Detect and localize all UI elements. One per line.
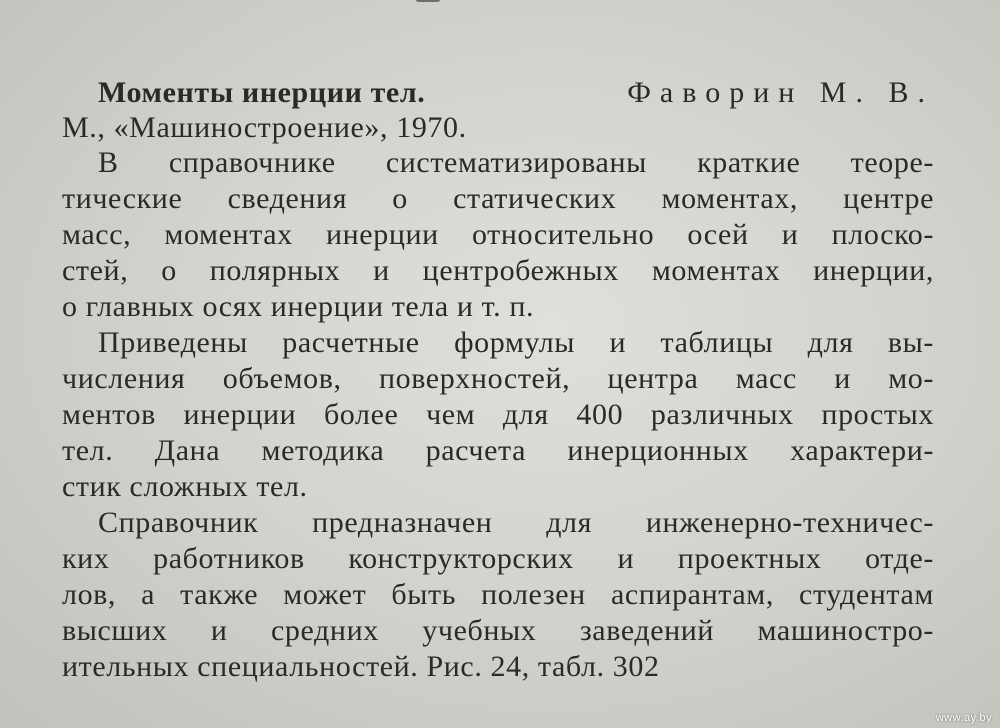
book-imprint: М., «Машиностроение», 1970. [62, 111, 467, 144]
paragraph-line: В справочнике систематизированы краткие теоре- [98, 146, 934, 179]
header-line [98, 75, 934, 111]
paragraph-line: о главных осях инерции тела и т. п. [62, 290, 535, 323]
paragraph-line: Справочник предназначен для инженерно-техничес- [98, 506, 934, 539]
paragraph-line: тические сведения о статических моментах, центре [62, 182, 934, 215]
book-title: Моменты инерции тел. [98, 76, 426, 109]
paragraph-line: ких работников конструкторских и проектных отде- [62, 542, 934, 575]
paragraph-line: стик сложных тел. [62, 470, 308, 503]
paragraph-line: ментов инерции более чем для 400 различных простых [62, 398, 934, 431]
book-author: Фаворин М. В. [627, 76, 934, 109]
paragraph-line: числения объемов, поверхностей, центра масс и мо- [62, 362, 934, 395]
paragraph-line: высших и средних учебных заведений машиностро- [62, 614, 934, 647]
paragraph-line: масс, моментах инерции относительно осей и плоско- [62, 218, 934, 251]
paragraph-line: ительных специальностей. Рис. 24, табл. 302 [62, 650, 660, 683]
paragraph-line: лов, а также может быть полезен аспирантам, студентам [62, 578, 934, 611]
page-top-mark [415, 0, 441, 2]
paragraph-line: Приведены расчетные формулы и таблицы для вы- [98, 326, 934, 359]
watermark-text: www.ay.by [935, 712, 992, 724]
paragraph-line: стей, о полярных и центробежных моментах инерции, [62, 254, 934, 287]
paragraph-line: тел. Дана методика расчета инерционных характери- [62, 434, 934, 467]
